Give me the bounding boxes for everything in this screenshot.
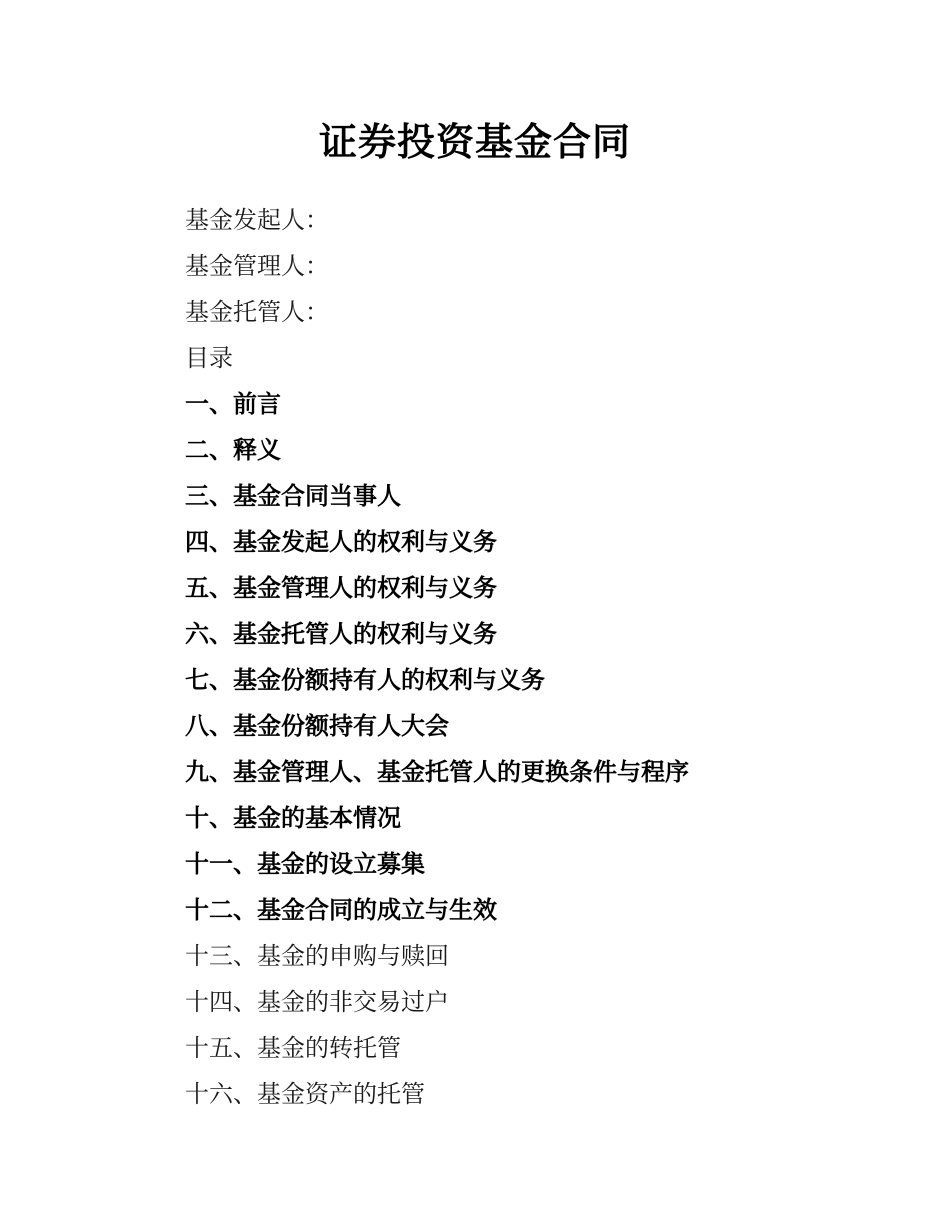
toc-item: 十二、基金合同的成立与生效 bbox=[185, 896, 497, 924]
toc-item: 八、基金份额持有人大会 bbox=[185, 712, 449, 740]
party-custodian: 基金托管人： bbox=[185, 298, 329, 326]
toc-item: 二、释义 bbox=[185, 436, 281, 464]
toc-item: 一、前言 bbox=[185, 390, 281, 418]
toc-item: 五、基金管理人的权利与义务 bbox=[185, 574, 497, 602]
toc-item: 七、基金份额持有人的权利与义务 bbox=[185, 666, 545, 694]
toc-item: 十一、基金的设立募集 bbox=[185, 850, 425, 878]
toc-item: 六、基金托管人的权利与义务 bbox=[185, 620, 497, 648]
toc-item: 十五、基金的转托管 bbox=[185, 1034, 401, 1062]
toc-item: 十四、基金的非交易过户 bbox=[185, 988, 449, 1016]
document-title: 证券投资基金合同 bbox=[318, 120, 631, 164]
document-body bbox=[185, 197, 885, 1117]
toc-item: 四、基金发起人的权利与义务 bbox=[185, 528, 497, 556]
toc-item: 十、基金的基本情况 bbox=[185, 804, 401, 832]
party-manager: 基金管理人： bbox=[185, 252, 329, 280]
toc-item: 九、基金管理人、基金托管人的更换条件与程序 bbox=[185, 758, 689, 786]
party-sponsor: 基金发起人： bbox=[185, 206, 329, 234]
toc-heading: 目录 bbox=[185, 344, 233, 372]
toc-item: 十三、基金的申购与赎回 bbox=[185, 942, 449, 970]
toc-item: 三、基金合同当事人 bbox=[185, 482, 401, 510]
toc-item: 十六、基金资产的托管 bbox=[185, 1080, 425, 1108]
